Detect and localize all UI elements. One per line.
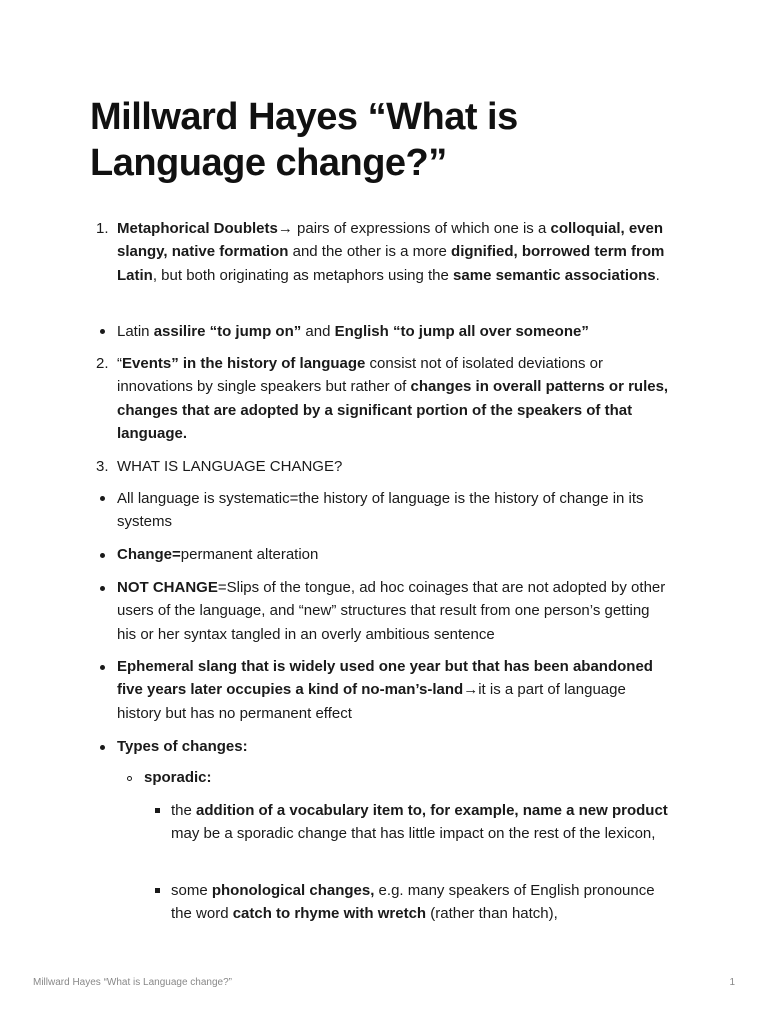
bullet-disc (100, 496, 105, 501)
text-run: some (171, 882, 212, 899)
bold-text: colloquial, even slangy, native formation (117, 220, 664, 261)
bold-text: Metaphorical Doublets (117, 220, 278, 237)
list-item (144, 766, 672, 789)
bold-text: catch to rhyme with wretch (232, 905, 427, 923)
bold-text: sporadic: (144, 769, 212, 786)
text-run: =Slips of the tongue, ad hoc coinages that are not adopted by other users of the language, and “new” structures that result from one person’s getting his or her syntax tangled in an overly ambitious sentence (117, 579, 666, 643)
text-run: → pairs of expressions of which one is a (277, 220, 551, 237)
bold-text: assilire “to jump on” (153, 323, 302, 340)
text-run: e.g. many speakers of English pronounce the word (171, 882, 655, 923)
text-run: (rather than hatch), (426, 905, 558, 923)
text-run: the (171, 802, 197, 819)
bold-text: Ephemeral slang that is widely used one year but that has been abandoned five years later occupies a kind of no-man’s-land (117, 658, 653, 699)
bold-text: Events” in the history of language (122, 355, 366, 372)
text-run: permanent alteration (180, 546, 319, 563)
page-title: Millward Hayes “What is Language change?” (90, 96, 518, 184)
text-run: →it is a part of language history but has no permanent effect (117, 681, 626, 722)
list-item (117, 320, 672, 343)
list-item (117, 543, 672, 566)
footer-title: Millward Hayes “What is Language change?” (33, 977, 232, 988)
bullet-disc (100, 586, 105, 591)
bold-text: addition of a vocabulary item to, for example, name a new product (196, 802, 668, 819)
list-number: 1. (96, 220, 109, 237)
text-run: , but both originating as metaphors using the (152, 266, 454, 284)
bold-text: same semantic associations (453, 266, 656, 284)
list-item (171, 799, 671, 846)
bullet-disc (100, 665, 105, 670)
list-item (117, 217, 672, 287)
list-item (117, 352, 672, 446)
list-item (117, 487, 672, 534)
page-number: 1 (729, 977, 735, 988)
bold-text: Change= (117, 546, 181, 563)
text-run: may be a sporadic change that has little impact on the rest of the lexicon, (171, 825, 656, 843)
bold-text: phonological changes, (211, 882, 375, 899)
list-item (117, 655, 672, 725)
bold-text: English “to jump all over someone” (334, 323, 589, 340)
text-run: and (301, 323, 335, 340)
bold-text: Types of changes: (117, 738, 248, 755)
list-number: 3. (96, 458, 109, 475)
text-run: “ (117, 355, 122, 372)
text-run: and the other is a more (288, 243, 452, 261)
bold-text: dignified, borrowed term from Latin (117, 243, 665, 284)
list-item (117, 735, 672, 758)
bullet-disc (100, 745, 105, 750)
text-run: consist not of isolated deviations or innovations by single speakers but rather of (117, 355, 604, 396)
bullet-disc (100, 553, 105, 558)
text-run: All language is systematic=the history of language is the history of change in its systems (117, 490, 644, 531)
bold-text: NOT CHANGE (117, 579, 218, 596)
bullet-square (155, 888, 160, 893)
list-item (117, 455, 672, 478)
list-number: 2. (96, 355, 109, 372)
list-item (117, 576, 672, 646)
bullet-square (155, 808, 160, 813)
list-item (171, 879, 671, 926)
bullet-disc (100, 329, 105, 334)
bullet-circle (127, 776, 132, 781)
text-run: . (655, 266, 660, 284)
text-run: Latin (117, 323, 154, 340)
text-run: WHAT IS LANGUAGE CHANGE? (117, 458, 343, 475)
bold-text: changes in overall patterns or rules, changes that are adopted by a significant portion of the speakers of that language. (117, 378, 669, 443)
